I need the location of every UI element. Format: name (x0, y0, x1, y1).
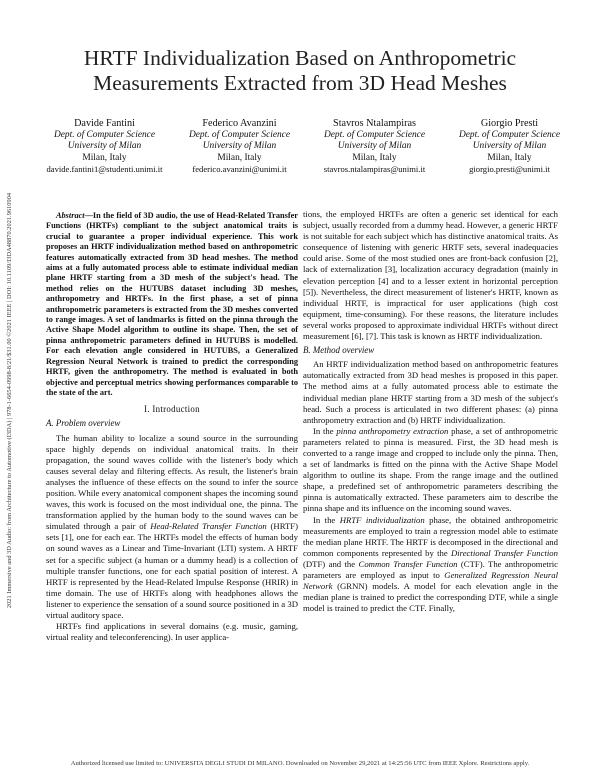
paragraph: tions, the employed HRTFs are often a generic set identical for each subject, usually recorded from a dummy head. However, a generic HRTF is not suitable for each subject which has distinctive anatomical traits. As consequence of listening with generic HRTF sets, several inadequacies could arise. Some of the most studied ones are front-back confusion [2], lack of externalization [3], localization accuracy degradation (mainly in elevation perception [4] and to a lesser extent in horizontal perception [5]). Nevertheless, the direct measurement of listener's HRTF, known as individual HRTF, is impractical for user applications (high cost equipment, time-consuming). For these reasons, the literature includes several works proposed to approximate individual HRTFs without direct measurement [6], [7]. This task is known as HRTF individualization. (303, 209, 558, 342)
author-city: Milan, Italy (352, 152, 397, 163)
author-univ: University of Milan (337, 141, 412, 151)
paragraph (303, 426, 558, 515)
author-2 (172, 118, 307, 176)
author-city: Milan, Italy (487, 152, 532, 163)
author-univ: University of Milan (472, 141, 547, 151)
emphasis-text: pinna anthropometry extraction (336, 425, 449, 436)
author-1 (37, 118, 172, 176)
text-run: (GRNN) models. A model for each elevation angle in the median plane is trained to predict the corresponding DTF, while a single model is trained to predict the CTF. Finally, (303, 581, 558, 614)
author-email: federico.avanzini@unimi.it (192, 164, 287, 174)
license-footer: Authorized licensed use limited to: UNIVERSITA DEGLI STUDI DI MILANO. Downloaded on November 29,2021 at 14:25:56 UTC from IEEE Xplore. Restrictions apply. (70, 760, 530, 767)
author-dept: Dept. of Computer Science (188, 129, 290, 140)
author-email: giorgio.presti@unimi.it (469, 164, 550, 174)
paragraph (46, 433, 298, 622)
text-run: The human ability to localize a sound source in the surrounding space highly depends on individual anatomical traits. In their propagation, the sound waves collide with the listener's body which causes several delay and filtering effects. As result, the listener's brain analyses the influence of these effects on the sound to infer the source position. While every anatomical component shapes the incoming sound waves, this work is focused on the most individual one, the pinna. The transformation applied by the human body to the sound waves can be simulated through a pair of (46, 432, 298, 532)
author-name: Federico Avanzini (202, 118, 277, 129)
emphasis-text: Head-Related Transfer Function (150, 521, 267, 532)
abstract-text: —In the field of 3D audio, the use of Head-Related Transfer Functions (HRTFs) compliant to the subject anatomical traits is crucial to guarantee a proper individual experience. This work proposes an HRTF individualization method based on anthropometric features automatically extracted from 3D head meshes. The method aims at a fully automated process able to estimate individual median plane HRTF starting from a 3D mesh of the subject's head. The method relies on the HUTUBS dataset including 3D meshes, anthropometry and HRTFs. In the first phase, a set of pinna anthropometric parameters is extracted from the 3D meshes converted to range images. A set of landmarks is fitted on the pinna through the Active Shape Model algorithm to outline its shape. Then, the set of pinna anthropometric parameters defined in HUTUBS is modelled. For each elevation angle considered in HUTUBS, a Generalized Regression Neural Network is trained to predict the corresponding HRTF, given the anthropometry. The method is evaluated in both objective and perceptual metrics showing performances comparable to the state of the art. (46, 211, 298, 397)
author-dept: Dept. of Computer Science (458, 129, 560, 140)
author-email: davide.fantini1@studenti.unimi.it (46, 164, 163, 174)
emphasis-text: HRTF individualization (339, 514, 425, 525)
text-run: In the (313, 514, 340, 525)
side-identifier-text: 2021 Immersive and 3D Audio: from Architecture to Automotive (I3DA) | 978-1-6654-0998-8/21/$31.00 ©2021 IEEE | DOI: 10.1109/I3DA48870.2021.9610904 (6, 192, 14, 608)
abstract (46, 211, 298, 398)
text-run: (DTF) and the (303, 558, 359, 569)
author-city: Milan, Italy (217, 152, 262, 163)
section-heading-introduction: I. Introduction (144, 404, 200, 415)
author-name: Stavros Ntalampiras (333, 118, 416, 129)
author-city: Milan, Italy (82, 152, 127, 163)
emphasis-text: Common Transfer Function (358, 558, 458, 569)
emphasis-text: Directional Transfer Function (450, 547, 558, 558)
author-dept: Dept. of Computer Science (53, 129, 155, 140)
left-column (46, 211, 298, 643)
author-4 (442, 118, 577, 176)
author-email: stavros.ntalampiras@unimi.it (323, 164, 426, 174)
title-line-1: HRTF Individualization Based on Anthropometric (83, 46, 517, 70)
author-name: Giorgio Presti (480, 118, 539, 129)
paragraph: An HRTF individualization method based on anthropometric features automatically extracted from 3D head meshes is proposed in this paper. The method aims at a fully automated process able to estimate the individual median plane HRTF starting from a 3D mesh of the subject's head. Such a process is articulated in two different phases: (a) pinna anthropometry extraction and (b) HRTF individualization. (303, 359, 558, 425)
author-univ: University of Milan (202, 141, 277, 151)
text-run: phase, the obtained anthropometric measurements are employed to train a regression model able to estimate the median plane HRTF. The HRTF is decomposed in the directional and common components represented by the (303, 514, 558, 558)
abstract-label: Abstract (56, 211, 85, 220)
right-column (303, 209, 558, 614)
author-name: Davide Fantini (74, 118, 135, 129)
paragraph: HRTFs find applications in several domains (e.g. music, gaming, virtual reality and teleconferencing). In user applica- (46, 621, 298, 643)
author-univ: University of Milan (67, 141, 142, 151)
text-run: (HRTF) sets [1], one for each ear. The HRTFs model the effects of human body on sound waves as a Linear and Time-Invariant (LTI) system. A HRTF set for a specific subject (a human or a dummy head) is a collection of multiple transfer functions, one for each spatial position of interest. A HRTF is represented by the Head-Related Impulse Response (HRIR) in time domain. The use of HRTFs along with headphones allows the listener to experience the sensation of a sound source positioned in a 3D virtual auditory space. (46, 521, 298, 620)
text-run: phase, a set of anthropometric parameters related to pinna is measured. First, the 3D head mesh is converted to a range image and cropped to include only the pinna. Then, a set of landmarks is fitted on the pinna with the Active Shape Model algorithm to outline its shape. From the range image and the outlined shape, a predefined set of anthropometric parameters describing the pinna is automatically extracted. These parameters aim to describe the pinna shape and its influence on the incoming sound waves. (303, 425, 558, 514)
emphasis-text: Generalized Regression Neural Network (303, 570, 558, 592)
title-line-2: Measurements Extracted from 3D Head Meshes (93, 71, 507, 95)
side-identifier (3, 120, 17, 680)
subsection-heading-problem-overview: A. Problem overview (46, 418, 121, 429)
author-block (37, 118, 577, 176)
text-run: (CTF). The anthropometric parameters are employed as input to (303, 558, 558, 580)
subsection-heading-method-overview: B. Method overview (303, 345, 375, 356)
paragraph (303, 515, 558, 615)
author-3 (307, 118, 442, 176)
author-dept: Dept. of Computer Science (323, 129, 425, 140)
text-run: In the (313, 425, 337, 436)
paper-title (40, 46, 560, 96)
